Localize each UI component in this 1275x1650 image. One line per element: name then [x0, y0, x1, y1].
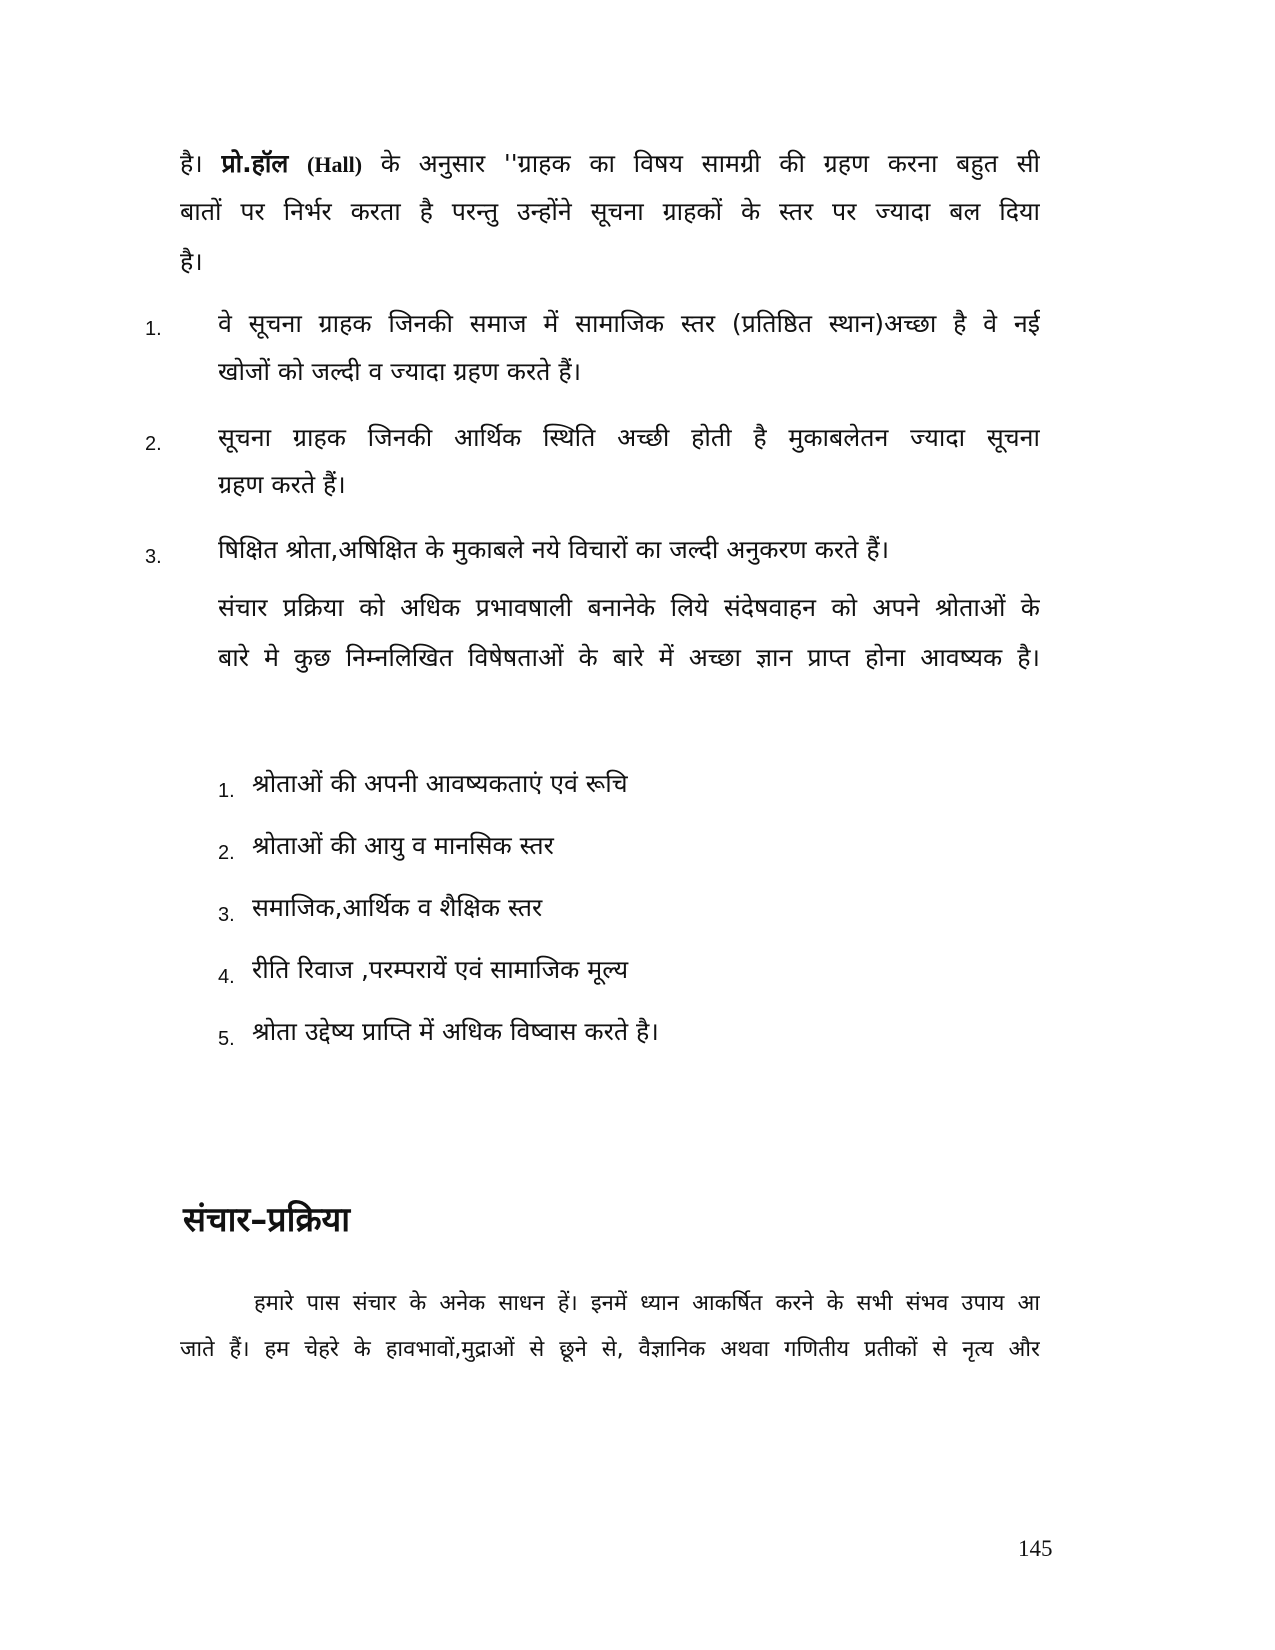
- intro-line-1-end: के अनुसार ''ग्राहक का विषय सामग्री की ग्रहण करना बहुत सी: [380, 149, 1040, 178]
- paragraph-line-1: [218, 590, 1040, 630]
- closing-line-1: [254, 1287, 1040, 1327]
- point-2-line-2-text: ग्रहण करते हैं।: [218, 470, 346, 499]
- point-2-line-2: [218, 467, 346, 501]
- characteristic-3-number: 3.: [218, 904, 235, 926]
- characteristic-2: श्रोताओं की आयु व मानसिक स्तर: [252, 831, 554, 860]
- intro-line-3-text: है।: [180, 247, 203, 276]
- intro-line-3: [180, 244, 203, 278]
- page-number: 145: [1018, 1536, 1053, 1561]
- paragraph-line-1-text: संचार प्रक्रिया को अधिक प्रभावषाली बनानेके लिये संदेषवाहन को अपने श्रोताओं के: [218, 593, 1040, 622]
- characteristic-2-number: 2.: [218, 842, 235, 864]
- author-name-latin: (Hall): [307, 152, 363, 177]
- point-2-line-1-text: सूचना ग्राहक जिनकी आर्थिक स्थिति अच्छी होती है मुकाबलेतन ज्यादा सूचना: [218, 423, 1040, 452]
- characteristic-1: श्रोताओं की अपनी आवष्यकताएं एवं रूचि: [252, 769, 628, 798]
- point-2-number: 2.: [145, 433, 162, 455]
- intro-line-2-text: बातों पर निर्भर करता है परन्तु उन्होंने सूचना ग्राहकों के स्तर पर ज्यादा बल दिया: [180, 197, 1040, 226]
- point-2-line-1: [218, 420, 1040, 460]
- author-name: प्रो.हॉल: [221, 149, 289, 178]
- intro-line-2: [180, 194, 1040, 234]
- characteristic-5: श्रोता उद्देष्य प्राप्ति में अधिक विष्वास करते है।: [252, 1017, 659, 1046]
- characteristic-4: रीति रिवाज ,परम्परायें एवं सामाजिक मूल्य: [252, 955, 629, 984]
- characteristic-3: समाजिक,आर्थिक व शैक्षिक स्तर: [252, 893, 543, 922]
- paragraph-line-2-text: बारे मे कुछ निम्नलिखित विषेषताओं के बारे में अच्छा ज्ञान प्राप्त होना आवष्यक है।: [218, 643, 1040, 672]
- closing-line-1-text: हमारे पास संचार के अनेक साधन हें। इनमें ध्यान आकर्षित करने के सभी संभव उपाय आ: [254, 1291, 1040, 1316]
- point-3-line-1: [218, 532, 889, 566]
- intro-line-1: [180, 146, 1040, 186]
- point-1-number: 1.: [145, 318, 162, 340]
- point-3-line-1-text: षिक्षित श्रोता,अषिक्षित के मुकाबले नये विचारों का जल्दी अनुकरण करते हैं।: [218, 535, 890, 564]
- point-3-number: 3.: [145, 546, 162, 568]
- section-heading: संचार–प्रक्रिया: [183, 1200, 351, 1240]
- point-1-line-1-text: वे सूचना ग्राहक जिनकी समाज में सामाजिक स्तर (प्रतिष्ठित स्थान)अच्छा है वे नई: [218, 309, 1040, 338]
- paragraph-line-2: [218, 640, 1040, 680]
- closing-line-2-text: जाते हैं। हम चेहरे के हावभावों,मुद्राओं से छूने से, वैज्ञानिक अथवा गणितीय प्रतीकों से नृत्य और: [180, 1337, 1040, 1362]
- characteristic-4-number: 4.: [218, 966, 235, 988]
- point-1-line-2: [218, 354, 581, 388]
- characteristic-1-number: 1.: [218, 780, 235, 802]
- point-1-line-2-text: खोजों को जल्दी व ज्यादा ग्रहण करते हैं।: [218, 357, 582, 386]
- point-1-line-1: [218, 306, 1040, 346]
- closing-line-2: [180, 1333, 1040, 1373]
- characteristic-5-number: 5.: [218, 1028, 235, 1050]
- intro-line-1-start: है।: [180, 149, 222, 178]
